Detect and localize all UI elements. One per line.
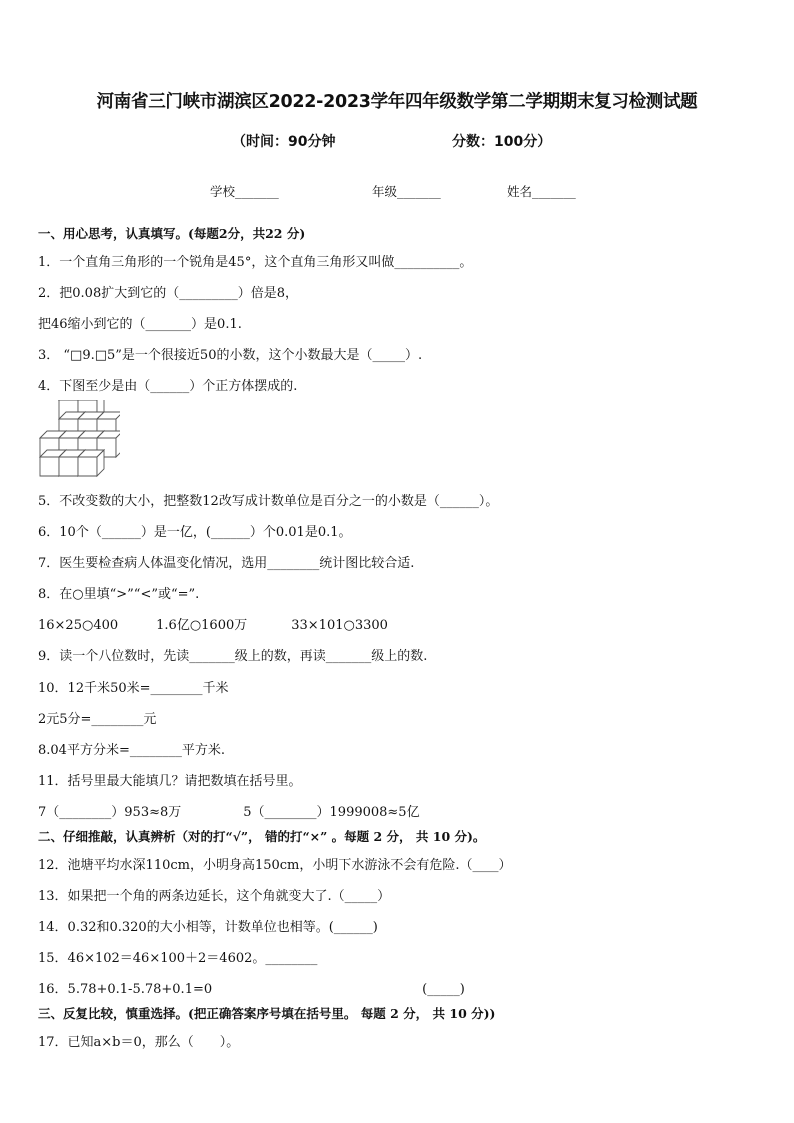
section-1-heading: 一、用心思考，认真填写。(每题2分，共22 分): [38, 226, 306, 241]
question-11-item-a: 7（________）953≈8万: [38, 805, 182, 820]
question-7: 7．医生要检查病人体温变化情况，选用________统计图比较合适.: [38, 556, 415, 571]
question-8-item-b: 1.6亿○1600万: [156, 618, 248, 633]
cube-face: [40, 457, 59, 476]
exam-title: 河南省三门峡市湖滨区2022-2023学年四年级数学第二学期期末复习检测试题: [96, 92, 698, 112]
question-4: 4．下图至少是由（______）个正方体摆成的.: [38, 379, 298, 394]
section-2-heading: 二、仔细推敲，认真辨析（对的打“√”， 错的打“×” 。每题 2 分， 共 10 分)。: [38, 829, 486, 844]
question-11: 11．括号里最大能填几？请把数填在括号里。: [38, 774, 302, 789]
question-2a: 2．把0.08扩大到它的（_________）倍是8，: [38, 286, 298, 301]
school-field: 学校_______: [210, 184, 279, 199]
question-3: 3． “□9.□5”是一个很接近50的小数，这个小数最大是（_____）.: [38, 348, 423, 363]
question-9: 9．读一个八位数时，先读_______级上的数，再读_______级上的数.: [38, 649, 428, 664]
cube-face: [78, 457, 97, 476]
question-16: [38, 978, 465, 997]
question-10b: 2元5分=________元: [38, 712, 157, 727]
question-2b: 把46缩小到它的（_______）是0.1.: [38, 317, 242, 332]
exam-time: （时间：90分钟: [232, 134, 336, 150]
question-5: 5．不改变数的大小，把整数12改写成计数单位是百分之一的小数是（______）。: [38, 494, 499, 509]
grade-field: 年级_______: [372, 184, 441, 199]
question-8: 8．在○里填“>”“<”或“=”.: [38, 587, 200, 602]
question-8-item-a: 16×25○400: [38, 618, 119, 633]
question-8-item-c: 33×101○3300: [291, 618, 388, 633]
question-6: 6．10个（______）是一亿，(______）个0.01是0.1。: [38, 525, 352, 540]
question-16-blank: (_____): [422, 982, 465, 997]
question-11-items: [38, 801, 420, 820]
question-8-items: [38, 614, 388, 633]
question-11-item-b: 5（________）1999008≈5亿: [243, 805, 420, 820]
question-10c: 8.04平方分米=________平方米.: [38, 743, 225, 758]
question-1: 1．一个直角三角形的一个锐角是45°，这个直角三角形又叫做__________。: [38, 255, 473, 270]
question-10a: 10．12千米50米=________千米: [38, 681, 229, 696]
cube-stack-svg: [38, 400, 120, 478]
name-field: 姓名_______: [507, 184, 576, 199]
question-16-text: 16．5.78+0.1-5.78+0.1=0: [38, 982, 213, 997]
section-3-heading: 三、反复比较，慎重选择。(把正确答案序号填在括号里。 每题 2 分， 共 10 分)): [38, 1006, 496, 1021]
question-12: 12．池塘平均水深110cm，小明身高150cm，小明下水游泳不会有危险.（____）: [38, 858, 512, 873]
question-13: 13．如果把一个角的两条边延长，这个角就变大了.（_____）: [38, 889, 391, 904]
cube-face: [59, 457, 78, 476]
exam-score: 分数：100分）: [452, 134, 552, 150]
question-14: 14．0.32和0.320的大小相等，计数单位也相等。(______): [38, 920, 378, 935]
question-17: 17．已知a×b＝0，那么（ ）。: [38, 1035, 240, 1050]
cube-stack-figure: [38, 400, 120, 478]
question-15: 15．46×102＝46×100＋2＝4602。________: [38, 951, 318, 966]
